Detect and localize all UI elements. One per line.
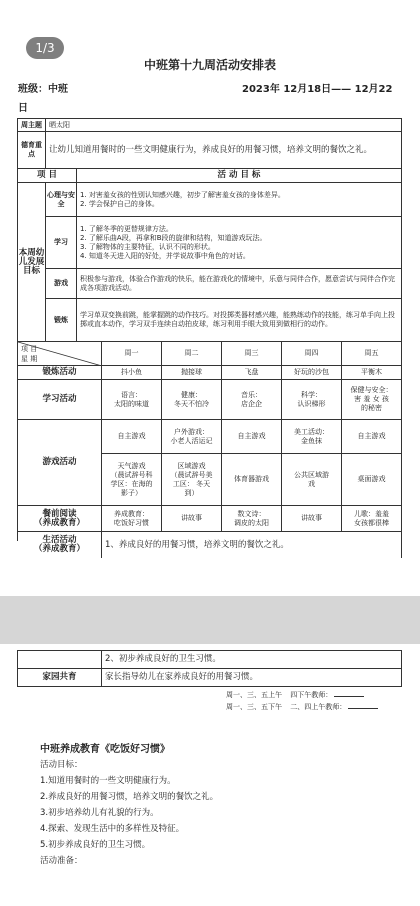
- schedule-cell: 天气游戏 （晨试辞号科 学区：在海的 影子）: [102, 454, 162, 506]
- page-indicator: 1/3: [26, 37, 64, 59]
- schedule-cell: 养成教育： 吃饭好习惯: [102, 506, 162, 532]
- week-theme-value: 晒太阳: [46, 119, 402, 132]
- goal-area: 游戏: [46, 269, 77, 299]
- day-header: 周三: [222, 342, 282, 366]
- goal-text: 1. 了解冬季的更替规律方法。 2. 了解乐曲A段，再拿和B段的旋律和结构，知道游戏玩法。 3. 了解物体的主要特征，认识不同的形状。 4. 知道冬天进入阳的好处，并学说故事中角色的对话。: [77, 217, 402, 269]
- goal-area: 学习: [46, 217, 77, 269]
- goal-text: 1. 对害羞女孩的性别认知感兴趣，初步了解害羞女孩的身体差异。 2. 学会保护自己的身体。: [77, 183, 402, 217]
- note-days: 周一、三、五下午: [226, 703, 282, 711]
- moral-label: 德育重点: [18, 132, 46, 169]
- learning-label: 学习活动: [18, 380, 102, 420]
- goals-group-label: 本周幼儿发展目标: [18, 183, 46, 342]
- schedule-cell: 公共区域游 戏: [282, 454, 342, 506]
- schedule-cell: 体育器游戏: [222, 454, 282, 506]
- item-header: 项 目: [21, 345, 38, 353]
- day-header: 周二: [162, 342, 222, 366]
- schedule-cell: 平衡木: [342, 366, 402, 380]
- goals-header: 活 动 目 标: [77, 169, 402, 183]
- schedule-cell: 抖小鱼: [102, 366, 162, 380]
- schedule-cell: 抛接球: [162, 366, 222, 380]
- schedule-cell: 音乐： 店企企: [222, 380, 282, 420]
- lesson-goal: 5.初步养成良好的卫生习惯。: [40, 840, 151, 850]
- schedule-corner-cell: [18, 342, 102, 366]
- schedule-cell: 飞盘: [222, 366, 282, 380]
- schedule-cell: 区域游戏 （晨试辞号美 工区： 冬天 到）: [162, 454, 222, 506]
- schedule-cell: 美工活动： 金鱼抹: [282, 420, 342, 454]
- class-label: 班级：中班: [18, 84, 68, 95]
- goal-text: 积极参与游戏，体验合作游戏的快乐，能在游戏化的情境中，乐意与同伴合作，愿意尝试与同伴合作完成各项游戏活动。: [77, 269, 402, 299]
- life-label: 生活活动 （养成教育）: [18, 532, 102, 558]
- date-suffix: 日: [18, 103, 28, 114]
- note-label: 二、四上午教师：: [290, 703, 347, 711]
- day-header: 周四: [282, 342, 342, 366]
- teacher-note-1: [226, 690, 364, 700]
- lesson-goal: 1.知道用餐时的一些文明健康行为。: [40, 776, 176, 786]
- schedule-cell: 好玩的沙包: [282, 366, 342, 380]
- document-title: 中班第十九周活动安排表: [143, 58, 276, 72]
- lesson-prep-label: 活动准备：: [40, 856, 83, 866]
- goal-area: 锻炼: [46, 299, 77, 342]
- schedule-cell: 数文诗： 调皮的太阳: [222, 506, 282, 532]
- lesson-goal-label: 活动目标：: [40, 760, 83, 770]
- schedule-table-continued: [17, 650, 402, 687]
- lesson-goal: 3.初步培养幼儿有礼貌的行为。: [40, 808, 159, 818]
- note-label: 四下午教师：: [290, 691, 333, 699]
- schedule-table: [17, 118, 402, 554]
- week-theme-label: 周主题: [18, 119, 46, 132]
- home-label: 家园共育: [18, 669, 102, 687]
- schedule-cell: 儿歌：羞羞 女孩都很棒: [342, 506, 402, 532]
- schedule-cell: 语言： 太阳的味道: [102, 380, 162, 420]
- day-header: 周五: [342, 342, 402, 366]
- date-range: 2023年 12月18日—— 12月22: [242, 84, 393, 95]
- schedule-cell: 讲故事: [282, 506, 342, 532]
- lesson-goal: 4.探索、发现生活中的多样性及特征。: [40, 824, 185, 834]
- page-gap: [0, 596, 420, 644]
- signature-line: [348, 708, 378, 709]
- life-text: 1、养成良好的用餐习惯，培养文明的餐饮之礼。: [102, 532, 402, 558]
- life-text-2: 2、初步养成良好的卫生习惯。: [102, 651, 402, 669]
- goals-item-header: 项 目: [18, 169, 77, 183]
- schedule-cell: 自主游戏: [222, 420, 282, 454]
- home-text: 家长指导幼儿在家养成良好的用餐习惯。: [102, 669, 402, 687]
- reading-label: 餐前阅读 （养成教育）: [18, 506, 102, 532]
- note-days: 周一、三、五上午: [226, 691, 282, 699]
- exercise-label: 锻炼活动: [18, 366, 102, 380]
- schedule-cell: 户外游戏： 小老人活运记: [162, 420, 222, 454]
- game-label: 游戏活动: [18, 420, 102, 506]
- schedule-cell: 保健与安全： 害 羞 女 孩 的秘密: [342, 380, 402, 420]
- schedule-cell: 健康： 冬天不怕冷: [162, 380, 222, 420]
- teacher-note-2: [226, 702, 378, 712]
- schedule-cell: 桌面游戏: [342, 454, 402, 506]
- schedule-cell: 讲故事: [162, 506, 222, 532]
- day-header: 周一: [102, 342, 162, 366]
- lesson-title: 中班养成教育《吃饭好习惯》: [40, 744, 170, 755]
- schedule-cell: 自主游戏: [342, 420, 402, 454]
- week-header: 星 期: [21, 355, 38, 363]
- goal-text: 学习单双变换前跳，能掌握跳的动作技巧。对投掷类器材感兴趣，能熟练动作的技能，练习单手向上投掷或直本动作，学习双手连续自动拍皮球，练习利用手眼大致用到做相行的动作。: [77, 299, 402, 342]
- schedule-cell: 自主游戏: [102, 420, 162, 454]
- goal-area: 心理与安全: [46, 183, 77, 217]
- schedule-cell: 科学： 认识梯形: [282, 380, 342, 420]
- signature-line: [334, 696, 364, 697]
- life-label-continued: [18, 651, 102, 669]
- lesson-goal: 2.养成良好的用餐习惯，培养文明的餐饮之礼。: [40, 792, 219, 802]
- moral-value: 让幼儿知道用餐时的一些文明健康行为，养成良好的用餐习惯，培养文明的餐饮之礼。: [46, 132, 402, 169]
